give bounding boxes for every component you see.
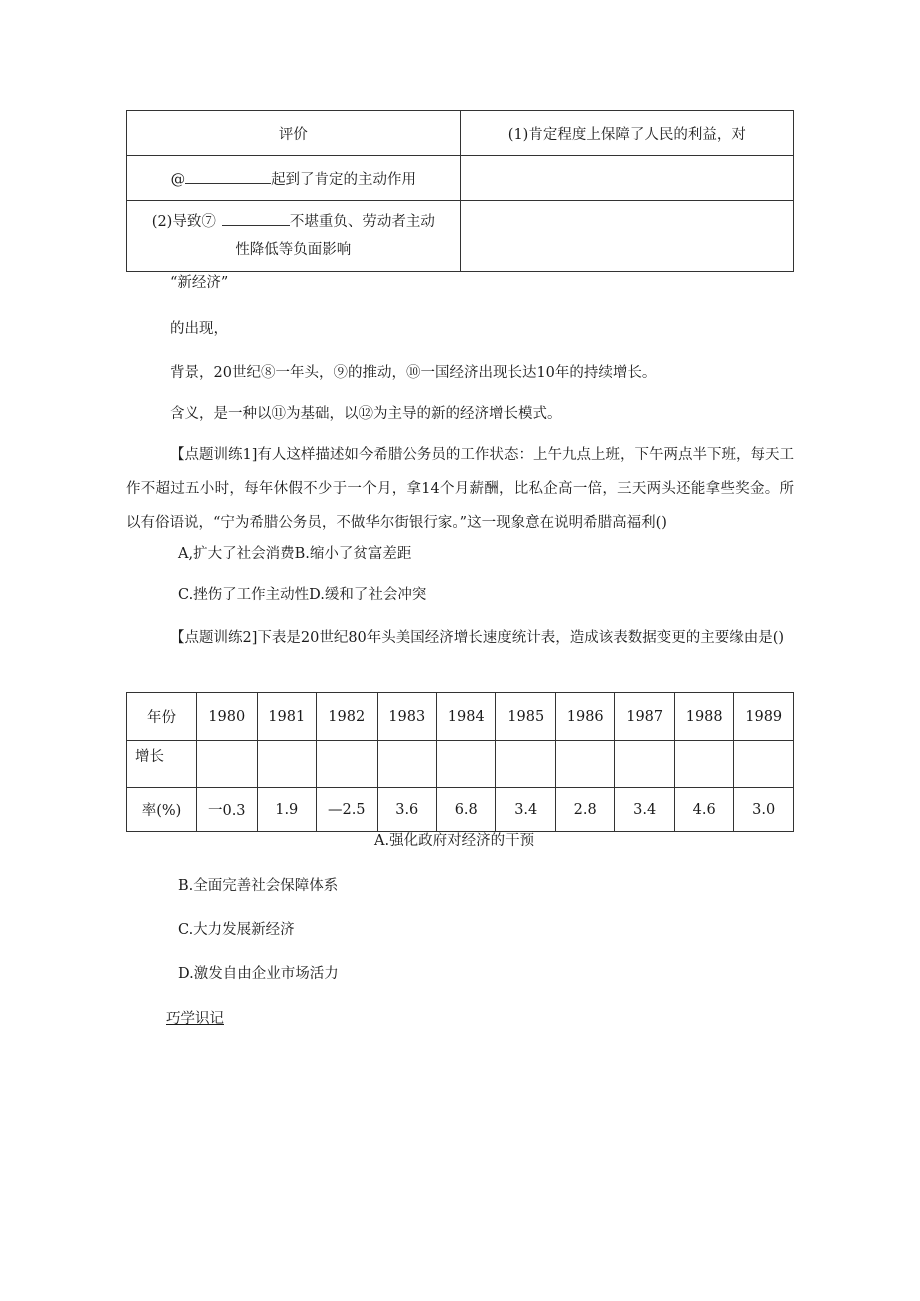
rate-cell: —2.5 <box>317 788 378 832</box>
empty-cell <box>437 741 496 788</box>
evaluation-point1-continued-cell <box>127 156 461 201</box>
rate-cell: 6.8 <box>437 788 496 832</box>
year-cell: 1981 <box>257 693 316 741</box>
new-economy-definition: 含义，是一种以⑪为基础，以⑫为主导的新的经济增长模式。 <box>170 406 562 422</box>
question2-option-a: A.强化政府对经济的干预 <box>374 833 535 849</box>
empty-cell <box>496 741 555 788</box>
evaluation-point1: (1)肯定程度上保障了人民的利益，对 <box>507 126 746 143</box>
point2-suffix: 不堪重负、劳动者主动 <box>289 214 435 230</box>
rate-cell: 4.6 <box>674 788 733 832</box>
question2-option-b: B.全面完善社会保障体系 <box>178 878 339 894</box>
point1-prefix: @ <box>170 171 186 188</box>
empty-cell <box>734 741 794 788</box>
question2-option-d: D.激发自由企业市场活力 <box>178 966 339 982</box>
year-cell: 1983 <box>377 693 436 741</box>
empty-cell <box>460 201 793 272</box>
rate-cell: 3.6 <box>377 788 436 832</box>
empty-cell <box>197 741 258 788</box>
new-economy-line1: 的出现， <box>170 321 228 337</box>
evaluation-table <box>126 110 794 272</box>
growth-header: 增长 <box>127 741 197 788</box>
growth-rate-table <box>126 692 794 832</box>
year-cell: 1985 <box>496 693 555 741</box>
question1-text: 【点题训练1]有人这样描述如今希腊公务员的工作状态：上午九点上班，下午两点半下班，每天工作不超过五小时，每年休假不少于一个月，拿14个月薪酬，比私企高一倍，三天两头还能拿些奖金。所以有俗语说，“宁为希腊公务员，不做华尔街银行家。”这一现象意在说明希腊高福利() <box>126 447 794 531</box>
new-economy-heading: “新经济” <box>170 275 229 291</box>
year-cell: 1988 <box>674 693 733 741</box>
memory-tip-heading: 巧学识记 <box>166 1011 224 1027</box>
evaluation-label-cell <box>127 111 461 156</box>
question2-text: 【点题训练2]下表是20世纪80年头美国经济增长速度统计表，造成该表数据变更的主要缘由是() <box>170 630 785 646</box>
empty-cell <box>257 741 316 788</box>
empty-cell <box>674 741 733 788</box>
empty-cell <box>317 741 378 788</box>
empty-cell <box>460 156 793 201</box>
point1-suffix: 起到了肯定的主动作用 <box>271 171 417 188</box>
question1-options-ab: A,扩大了社会消费B.缩小了贫富差距 <box>178 546 412 562</box>
empty-cell <box>377 741 436 788</box>
evaluation-label: 评价 <box>278 126 308 143</box>
empty-cell <box>555 741 614 788</box>
year-cell: 1987 <box>615 693 674 741</box>
rate-cell: 2.8 <box>555 788 614 832</box>
year-cell: 1984 <box>437 693 496 741</box>
rate-cell: 1.9 <box>257 788 316 832</box>
point2-line2: 性降低等负面影响 <box>235 242 352 258</box>
question1-options-cd: C.挫伤了工作主动性D.缓和了社会冲突 <box>178 587 427 603</box>
year-cell: 1986 <box>555 693 614 741</box>
fill-blank <box>185 169 271 184</box>
rate-cell: 一0.3 <box>197 788 258 832</box>
new-economy-background: 背景，20世纪⑧一年头，⑨的推动，⑩一国经济出现长达10年的持续增长。 <box>170 365 657 381</box>
point2-prefix: (2)导致⑦ <box>151 214 216 230</box>
year-header: 年份 <box>127 693 197 741</box>
year-cell: 1980 <box>197 693 258 741</box>
year-cell: 1989 <box>734 693 794 741</box>
question2-option-c: C.大力发展新经济 <box>178 922 295 938</box>
rate-cell: 3.4 <box>496 788 555 832</box>
evaluation-point1-cell <box>460 111 793 156</box>
rate-cell: 3.4 <box>615 788 674 832</box>
rate-cell: 3.0 <box>734 788 794 832</box>
year-cell: 1982 <box>317 693 378 741</box>
rate-header: 率(%) <box>127 788 197 832</box>
evaluation-point2-cell <box>127 201 461 272</box>
empty-cell <box>615 741 674 788</box>
fill-blank <box>222 211 290 226</box>
